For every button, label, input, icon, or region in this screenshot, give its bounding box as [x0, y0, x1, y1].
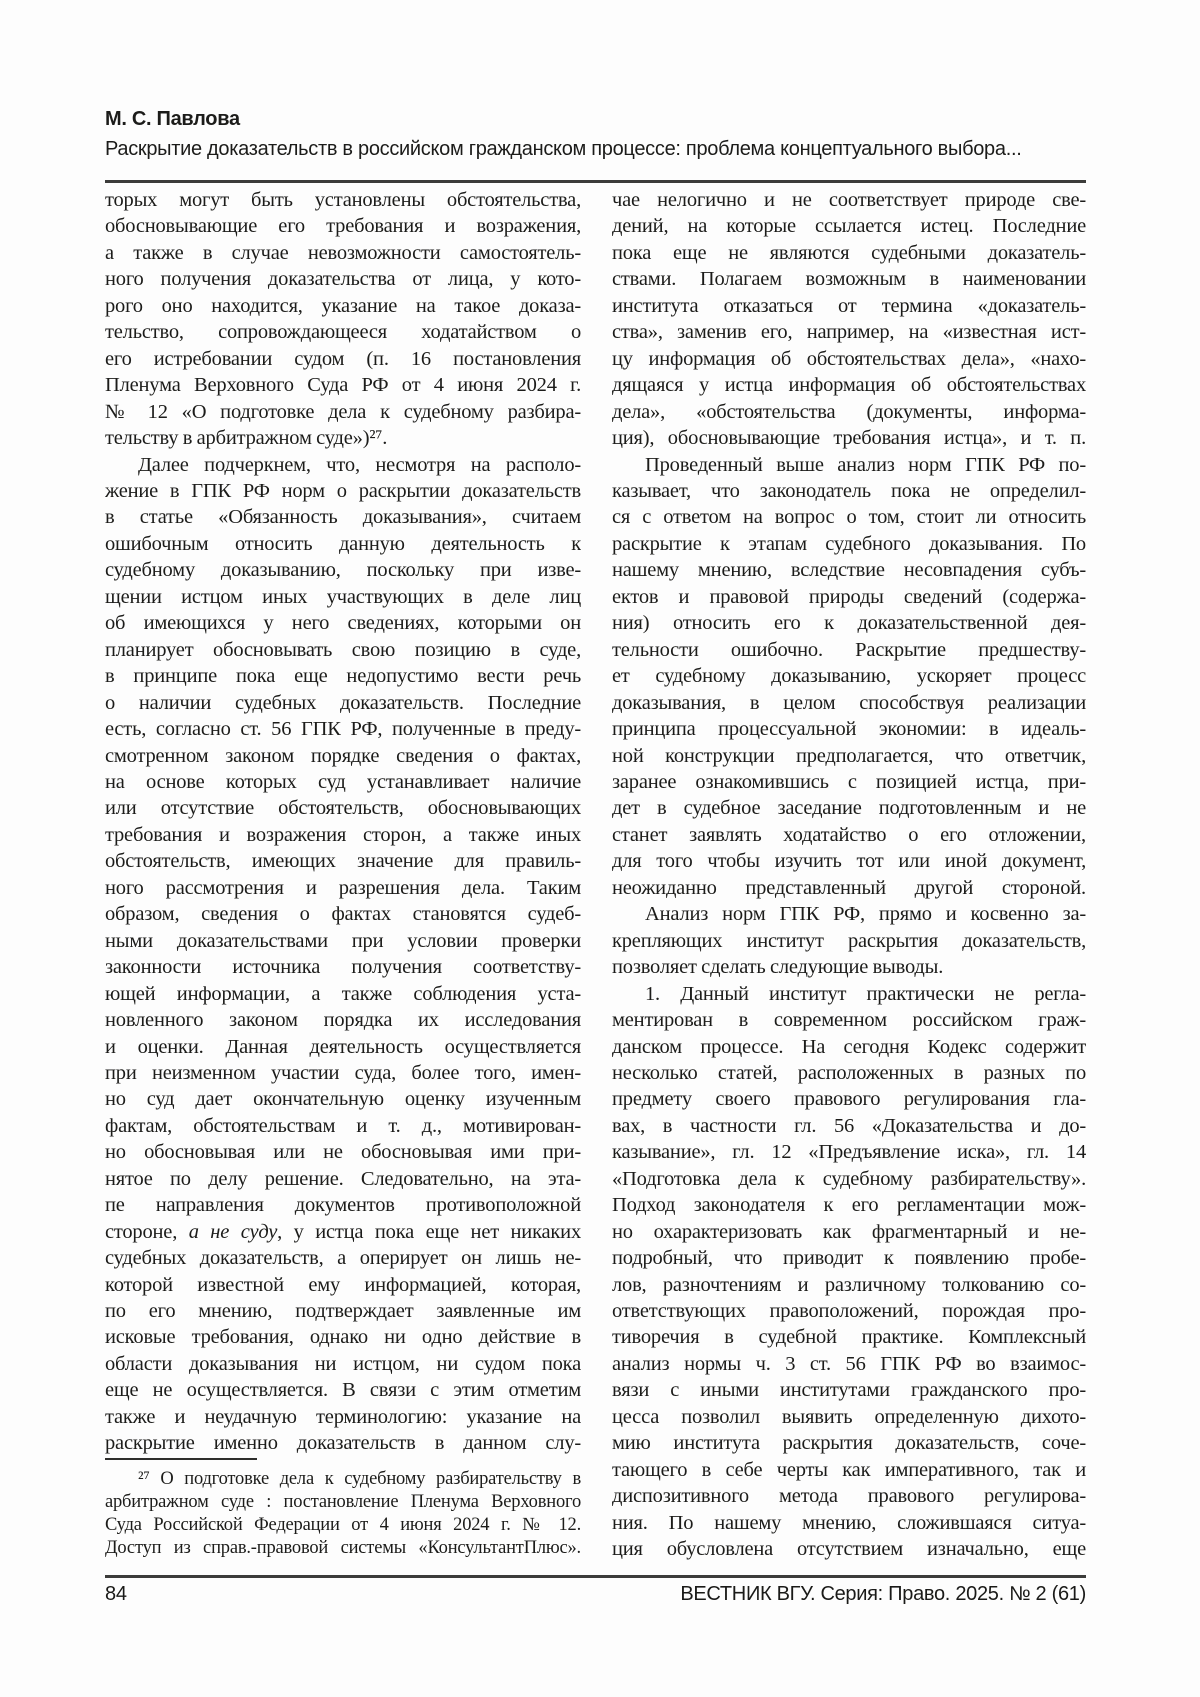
text-line: но суд дает окончательную оценку изученным — [105, 1088, 581, 1111]
text-line: обосновывающие его требования и возражения, — [105, 215, 581, 238]
text-line: по его мнению, подтверждает заявленные им — [105, 1300, 581, 1323]
text-line: на основе которых суд устанавливает наличие — [105, 770, 581, 793]
text-line: ства», заменив его, например, на «известная ист- — [612, 321, 1086, 344]
text-line: ными доказательствами при условии проверки — [105, 929, 581, 952]
text-line: подробный, что приводит к появлению пробе- — [612, 1247, 1086, 1270]
text-line: новленного законом порядка их исследования — [105, 1009, 581, 1032]
text-line: Далее подчеркнем, что, несмотря на располо- — [138, 453, 581, 476]
text-line: о наличии судебных доказательств. Последние — [105, 691, 581, 714]
text-line: вах, в частности гл. 56 «Доказательства и до- — [612, 1114, 1086, 1137]
text-line: судебных доказательств, а оперирует он лишь не- — [105, 1247, 581, 1270]
text-line: стороне, а не суду, у истца пока еще нет никаких — [105, 1220, 581, 1243]
paragraph — [105, 452, 581, 1457]
text-line: ция обусловлена отсутствием изначально, еще — [612, 1538, 1086, 1561]
text-line: есть, согласно ст. 56 ГПК РФ, полученные в преду- — [105, 718, 581, 741]
text-line: крепляющих институт раскрытия доказательств, — [612, 929, 1086, 952]
text-line: ектов и правовой природы сведений (содержа- — [612, 585, 1086, 608]
journal-reference: ВЕСТНИК ВГУ. Серия: Право. 2025. № 2 (61) — [680, 1583, 1086, 1605]
text-line: ного получения доказательства от лица, у кото- — [105, 268, 581, 291]
paragraph — [612, 981, 1086, 1563]
text-line: чае нелогично и не соответствует природе све- — [612, 189, 1086, 211]
paragraph — [612, 901, 1086, 980]
text-line: но обосновывая или не обосновывая ими при- — [105, 1141, 581, 1164]
text-line: ной конструкции предполагается, что ответчик, — [612, 744, 1086, 767]
text-line: нашему мнению, вследствие несовпадения субъ- — [612, 559, 1086, 582]
text-line: тельству в арбитражном суде»)²⁷. — [105, 427, 388, 450]
text-line: тельство, сопровождающееся ходатайством о — [105, 321, 581, 344]
text-line: лов, разночтениям и различному толкованию со- — [612, 1273, 1086, 1296]
running-title: Раскрытие доказательств в российском гражданском процессе: проблема концептуального выбора... — [105, 138, 1022, 160]
text-line: тиворечия в судебной практике. Комплексный — [612, 1326, 1086, 1349]
page-number: 84 — [105, 1583, 127, 1605]
text-line: института отказаться от термина «доказатель- — [612, 294, 1086, 317]
text-line: ошибочным относить данную деятельность к — [105, 532, 581, 555]
footnote — [105, 1458, 581, 1560]
left-column — [105, 187, 581, 1457]
text-line: фактам, обстоятельствам и т. д., мотивирован- — [105, 1114, 581, 1137]
text-line: арбитражном суде : постановление Пленума Верховного — [105, 1492, 581, 1512]
text-line: Доступ из справ.-правовой системы «КонсультантПлюс». — [105, 1538, 581, 1558]
text-line: раскрытие к этапам судебного доказывания. По — [612, 532, 1086, 555]
text-line: также и неудачную терминологию: указание на — [105, 1405, 581, 1428]
text-line: об имеющихся у него сведениях, которыми он — [105, 612, 581, 635]
text-line: ся с ответом на вопрос о том, стоит ли относить — [612, 506, 1086, 529]
text-line: смотренном законом порядке сведения о фактах, — [105, 744, 581, 767]
text-line: вязи с иными институтами гражданского про- — [612, 1379, 1086, 1402]
text-line: ющей информации, а также соблюдения уста- — [105, 982, 581, 1005]
text-line: 1. Данный институт практически не регла- — [645, 982, 1086, 1005]
text-line: ментирован в современном российском граж- — [612, 1009, 1086, 1032]
text-line: цесса позволил выявить определенную дихото- — [612, 1405, 1086, 1428]
text-line: диспозитивного метода правового регулирова- — [612, 1485, 1086, 1508]
footer-rule — [105, 1575, 1086, 1578]
text-line: ответствующих правоположений, порождая про- — [612, 1300, 1086, 1323]
text-line: дений, на которые ссылается истец. Последние — [612, 215, 1086, 238]
text-line: и оценки. Данная деятельность осуществляется — [105, 1035, 581, 1058]
author-name: М. С. Павлова — [105, 108, 240, 130]
text-line: Проведенный выше анализ норм ГПК РФ по- — [645, 453, 1086, 476]
text-line: или отсутствие обстоятельств, обосновывающих — [105, 797, 581, 820]
text-line: образом, сведения о фактах становятся судеб- — [105, 903, 581, 926]
text-line: станет заявлять ходатайство о его отложении, — [612, 823, 1086, 846]
text-line: несколько статей, расположенных в разных по — [612, 1061, 1086, 1084]
text-line: Подход законодателя к его регламентации мож- — [612, 1194, 1086, 1217]
text-line: при неизменном участии суда, более того, имен- — [105, 1061, 581, 1084]
text-line: дящаяся у истца информация об обстоятельствах — [612, 374, 1086, 397]
text-line: но охарактеризовать как фрагментарный и не- — [612, 1220, 1086, 1243]
text-line: анализ нормы ч. 3 ст. 56 ГПК РФ во взаимос- — [612, 1352, 1086, 1375]
paragraph — [612, 187, 1086, 452]
paragraph — [612, 452, 1086, 902]
text-line: раскрытие именно доказательств в данном слу- — [105, 1432, 581, 1455]
footnote-text — [105, 1468, 581, 1560]
text-line: заранее ознакомившись с позицией истца, при- — [612, 770, 1086, 793]
text-line: дет в судебное заседание подготовленным и не — [612, 797, 1086, 820]
text-line: пе направления документов противоположной — [105, 1194, 581, 1217]
text-line: Суда Российской Федерации от 4 июня 2024 г. № 12. — [105, 1515, 581, 1535]
text-line: ция), обосновывающие требования истца», и т. п. — [612, 427, 1086, 450]
text-line: для того чтобы изучить тот или иной документ, — [612, 850, 1086, 873]
page-footer — [105, 1583, 1086, 1606]
text-line: его истребовании судом (п. 16 постановления — [105, 347, 581, 370]
text-line: которой известной ему информацией, которая, — [105, 1273, 581, 1296]
paragraph — [105, 1468, 581, 1560]
text-line: предмету своего правового регулирования гла- — [612, 1088, 1086, 1111]
text-line: Пленума Верховного Суда РФ от 4 июня 2024 г. — [105, 374, 581, 397]
text-line: законности источника получения соответству- — [105, 956, 581, 979]
text-line: ного рассмотрения и разрешения дела. Таким — [105, 876, 581, 899]
text-line: ния) относить его к доказательственной дея- — [612, 612, 1086, 635]
text-line: ²⁷ О подготовке дела к судебному разбирательству в — [138, 1469, 581, 1489]
text-line: ствами. Полагаем возможным в наименовании — [612, 268, 1086, 291]
text-line: требования и возражения сторон, а также иных — [105, 823, 581, 846]
header-rule — [105, 180, 1086, 183]
text-line: обстоятельств, имеющих значение для правиль- — [105, 850, 581, 873]
text-line: № 12 «О подготовке дела к судебному разбира- — [105, 400, 581, 423]
text-line: в статье «Обязанность доказывания», считаем — [105, 506, 581, 529]
text-line: мию института раскрытия доказательств, соче- — [612, 1432, 1086, 1455]
text-line: а также в случае невозможности самостоятель- — [105, 241, 581, 264]
text-line: нятое по делу решение. Следовательно, на эта- — [105, 1167, 581, 1190]
text-line: жение в ГПК РФ норм о раскрытии доказательств — [105, 479, 581, 502]
text-line: доказывания, в целом способствуя реализации — [612, 691, 1086, 714]
text-line: Анализ норм ГПК РФ, прямо и косвенно за- — [645, 903, 1086, 926]
text-line: еще не осуществляется. В связи с этим отметим — [105, 1379, 581, 1402]
text-line: в принципе пока еще недопустимо вести речь — [105, 665, 581, 688]
text-line: ния. По нашему мнению, сложившаяся ситуа- — [612, 1511, 1086, 1534]
text-line: рого оно находится, указание на такое доказа- — [105, 294, 581, 317]
text-line: позволяет сделать следующие выводы. — [612, 956, 944, 979]
text-line: принципа процессуальной экономии: в идеаль- — [612, 718, 1086, 741]
text-line: судебному доказыванию, поскольку при изве- — [105, 559, 581, 582]
right-column — [612, 187, 1086, 1563]
text-line: данском процессе. На сегодня Кодекс содержит — [612, 1035, 1086, 1058]
text-line: исковые требования, однако ни одно действие в — [105, 1326, 581, 1349]
text-line: тельности ошибочно. Раскрытие предшеству- — [612, 638, 1086, 661]
text-line: казывает, что законодатель пока не определил- — [612, 479, 1086, 502]
footnote-rule — [105, 1458, 257, 1460]
text-line: дела», «обстоятельства (документы, информа- — [612, 400, 1086, 423]
text-line: ет судебному доказыванию, ускоряет процесс — [612, 665, 1086, 688]
text-line: пока еще не являются судебными доказатель- — [612, 241, 1086, 264]
text-line: области доказывания ни истцом, ни судом пока — [105, 1352, 581, 1375]
text-line: тающего в себе черты как императивного, так и — [612, 1458, 1086, 1481]
text-line: неожиданно представленный другой стороной. — [612, 876, 1086, 899]
text-line: планирует обосновывать свою позицию в суде, — [105, 638, 581, 661]
text-line: «Подготовка дела к судебному разбирательству». — [612, 1167, 1086, 1190]
text-line: щении истцом иных участвующих в деле лиц — [105, 585, 581, 608]
text-line: цу информация об обстоятельствах дела», «нахо- — [612, 347, 1086, 370]
text-line: казывание», гл. 12 «Предъявление иска», гл. 14 — [612, 1141, 1086, 1164]
paragraph — [105, 187, 581, 452]
text-line: торых могут быть установлены обстоятельства, — [105, 189, 581, 211]
